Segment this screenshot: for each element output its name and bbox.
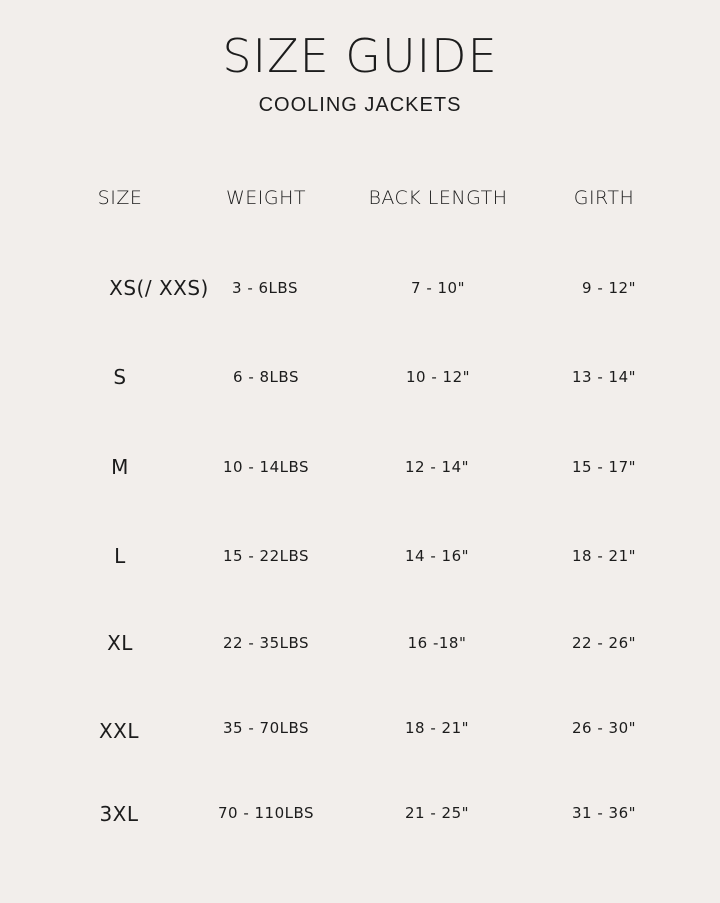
table-cell-size: XS(/ XXS) xyxy=(109,276,209,300)
column-header-weight: WEIGHT xyxy=(225,187,307,209)
column-header-back-length: BACK LENGTH xyxy=(368,187,508,209)
table-cell-girth: 18 - 21" xyxy=(571,547,637,565)
table-cell-size: M xyxy=(111,455,129,479)
table-cell-back-length: 12 - 14" xyxy=(404,458,470,476)
table-cell-girth: 22 - 26" xyxy=(571,634,637,652)
table-cell-weight: 22 - 35LBS xyxy=(222,634,310,652)
table-cell-back-length: 16 -18" xyxy=(407,634,467,652)
table-cell-size: L xyxy=(114,544,126,568)
table-cell-weight: 3 - 6LBS xyxy=(232,279,298,297)
table-cell-back-length: 18 - 21" xyxy=(404,719,470,737)
column-header-size: SIZE xyxy=(97,187,143,209)
table-cell-weight: 35 - 70LBS xyxy=(222,719,310,737)
table-cell-girth: 9 - 12" xyxy=(582,279,636,297)
page-title: SIZE GUIDE xyxy=(222,29,498,83)
table-cell-weight: 6 - 8LBS xyxy=(233,368,299,386)
table-cell-girth: 15 - 17" xyxy=(571,458,637,476)
table-cell-weight: 15 - 22LBS xyxy=(222,547,310,565)
table-cell-girth: 26 - 30" xyxy=(571,719,637,737)
table-cell-back-length: 7 - 10" xyxy=(411,279,465,297)
table-cell-back-length: 10 - 12" xyxy=(405,368,471,386)
table-cell-size: XXL xyxy=(98,719,140,743)
table-cell-weight: 70 - 110LBS xyxy=(217,804,315,822)
table-cell-size: 3XL xyxy=(99,802,139,826)
table-cell-size: S xyxy=(113,365,127,389)
table-cell-back-length: 14 - 16" xyxy=(404,547,470,565)
table-cell-size: XL xyxy=(107,631,133,655)
table-cell-girth: 13 - 14" xyxy=(571,368,637,386)
table-cell-back-length: 21 - 25" xyxy=(404,804,470,822)
column-header-girth: GIRTH xyxy=(573,187,635,209)
table-cell-girth: 31 - 36" xyxy=(571,804,637,822)
table-cell-weight: 10 - 14LBS xyxy=(222,458,310,476)
page-subtitle: COOLING JACKETS xyxy=(258,94,462,116)
